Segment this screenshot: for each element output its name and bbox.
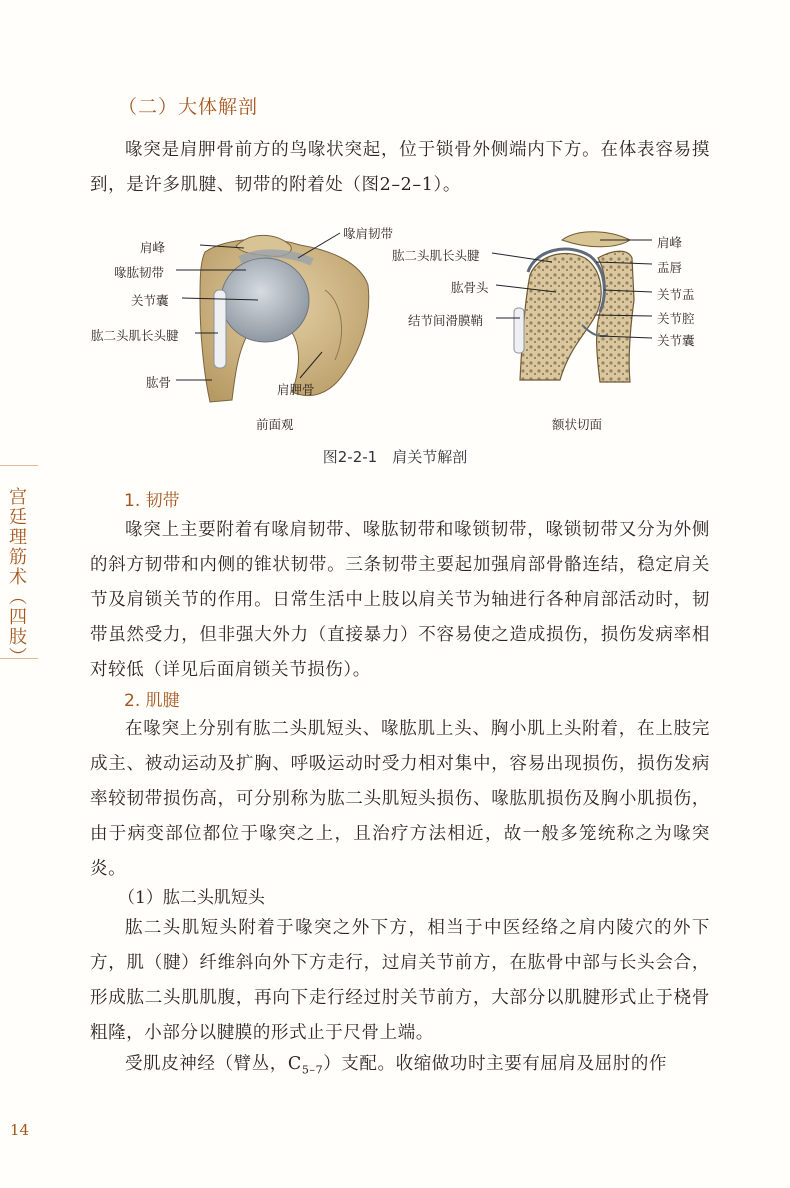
coronal-section-drawing bbox=[492, 232, 652, 382]
anterior-view-drawing bbox=[176, 233, 369, 402]
subheading-tendons: 2. 肌腱 bbox=[124, 691, 180, 711]
subheading-ligaments: 1. 韧带 bbox=[124, 491, 180, 511]
label-humerus: 肱骨 bbox=[146, 375, 172, 390]
label-glenoid-labrum: 盂唇 bbox=[657, 260, 683, 275]
innervation-text-a: 受肌皮神经（臂丛，C bbox=[125, 1054, 302, 1074]
innervation-subscript: 5–7 bbox=[301, 1063, 324, 1077]
label-synovial-sheath: 结节间滑膜鞘 bbox=[408, 313, 484, 328]
side-tab-title: 宫廷理筋术（四肢） bbox=[6, 487, 27, 667]
intro-paragraph: 喙突是肩胛骨前方的鸟喙状突起，位于锁骨外侧端内下方。在体表容易摸到，是许多肌腱、韧带的附着处（图2–2–1）。 bbox=[90, 140, 710, 195]
label-joint-capsule-right: 关节囊 bbox=[657, 333, 695, 348]
section-title: （二）大体解剖 bbox=[118, 96, 259, 118]
label-coronal-section: 额状切面 bbox=[552, 417, 603, 432]
label-scapula: 肩胛骨 bbox=[277, 382, 315, 397]
subheading-biceps-short-head: （1）肱二头肌短头 bbox=[118, 888, 265, 908]
innervation-paragraph bbox=[90, 1047, 710, 1088]
label-biceps-long-head-left: 肱二头肌长头腱 bbox=[91, 328, 179, 343]
label-coracohumeral-ligament: 喙肱韧带 bbox=[114, 265, 165, 280]
tendons-paragraph: 在喙突上分别有肱二头肌短头、喙肱肌上头、胸小肌上头附着，在上肢完成主、被动运动及扩胸、呼吸运动时受力相对集中，容易出现损伤，损伤发病率较韧带损伤高，可分别称为肱二头肌短头损伤、喙肱肌损伤及胸小肌损伤，由于病变部位都位于喙突之上，且治疗方法相近，故一般多笼统称之为喙突炎。 bbox=[90, 719, 710, 879]
label-acromion-left: 肩峰 bbox=[140, 240, 166, 255]
label-coracoacromial-ligament: 喙肩韧带 bbox=[343, 226, 394, 241]
innervation-text-b: ）支配。收缩做功时主要有屈肩及屈肘的作 bbox=[323, 1054, 668, 1074]
ligaments-paragraph: 喙突上主要附着有喙肩韧带、喙肱韧带和喙锁韧带，喙锁韧带又分为外侧的斜方韧带和内侧的锥状韧带。三条韧带主要起加强肩部骨骼连结，稳定肩关节及肩锁关节的作用。日常生活中上肢以肩关节为轴进行各种肩部活动时，韧带虽然受力，但非强大外力（直接暴力）不容易使之造成损伤，损伤发病率相对较低（详见后面肩锁关节损伤）。 bbox=[90, 520, 710, 680]
label-glenoid-cavity: 关节盂 bbox=[657, 287, 695, 302]
figure-caption: 图2-2-1 肩关节解剖 bbox=[322, 448, 468, 466]
label-anterior-view: 前面观 bbox=[256, 417, 294, 432]
label-joint-capsule-left: 关节囊 bbox=[131, 293, 169, 308]
page-number: 14 bbox=[10, 1121, 30, 1139]
label-acromion-right: 肩峰 bbox=[657, 235, 683, 250]
biceps-short-head-paragraph: 肱二头肌短头附着于喙突之外下方，相当于中医经络之肩内陵穴的外下方，肌（腱）纤维斜向外下方走行，过肩关节前方，在肱骨中部与长头会合，形成肱二头肌肌腹，再向下走行经过肘关节前方，大部分以肌腱形式止于桡骨粗隆，小部分以腱膜的形式止于尺骨上端。 bbox=[90, 918, 710, 1043]
label-humeral-head: 肱骨头 bbox=[451, 280, 489, 295]
label-joint-cavity: 关节腔 bbox=[657, 311, 695, 326]
label-biceps-long-head-right: 肱二头肌长头腱 bbox=[392, 248, 480, 263]
